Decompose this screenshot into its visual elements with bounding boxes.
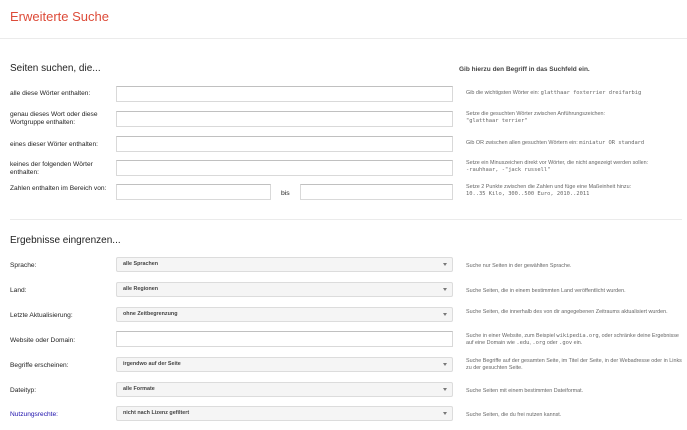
- language-select[interactable]: [116, 257, 453, 272]
- last-update-help: Suche Seiten, die innerhalb des von dir angegebenen Zeitraums aktualisiert wurden.: [466, 309, 668, 315]
- site-domain-help: Suche in einer Website, zum Beispiel wikipedia.org, oder schränke deine Ergebnisse auf eine Domain wie .edu, .org oder .gov ein.: [466, 333, 679, 346]
- terms-appear-label: Begriffe erscheinen:: [10, 362, 69, 369]
- exact-phrase-input[interactable]: [116, 111, 453, 127]
- chevron-down-icon: [443, 263, 447, 266]
- number-range-help: Setze 2 Punkte zwischen die Zahlen und füge eine Maßeinheit hinzu: 10..35 Kilo, 300..500 Euro, 2010..2011: [466, 184, 632, 197]
- any-words-label: eines dieser Wörter enthalten:: [10, 141, 98, 148]
- last-update-select[interactable]: [116, 307, 453, 322]
- file-type-help: Suche Seiten mit einem bestimmten Dateiformat.: [466, 388, 584, 394]
- region-select-value: alle Regionen: [123, 286, 159, 292]
- none-words-label: keines der folgenden Wörter enthalten:: [10, 161, 93, 176]
- region-label: Land:: [10, 287, 27, 294]
- usage-rights-select[interactable]: [116, 406, 453, 421]
- region-select[interactable]: [116, 282, 453, 297]
- region-help: Suche Seiten, die in einem bestimmten Land veröffentlicht wurden.: [466, 288, 626, 294]
- exact-phrase-label: genau dieses Wort oder diese Wortgruppe enthalten:: [10, 111, 98, 126]
- hint-heading: Gib hierzu den Begriff in das Suchfeld ein.: [459, 66, 590, 73]
- chevron-down-icon: [443, 412, 447, 415]
- narrow-section-title: Ergebnisse eingrenzen...: [10, 235, 121, 246]
- last-update-select-value: ohne Zeitbegrenzung: [123, 311, 178, 317]
- all-words-help: Gib die wichtigsten Wörter ein: glatthaar foxterrier dreifarbig: [466, 90, 642, 96]
- site-domain-label: Website oder Domain:: [10, 337, 76, 344]
- page-title: Erweiterte Suche: [10, 9, 109, 24]
- page-header: [0, 0, 687, 39]
- last-update-label: Letzte Aktualisierung:: [10, 312, 73, 319]
- language-label: Sprache:: [10, 262, 37, 269]
- range-to-input[interactable]: [300, 184, 453, 200]
- range-from-input[interactable]: [116, 184, 271, 200]
- any-words-help: Gib OR zwischen allen gesuchten Wörtern ein: miniatur OR standard: [466, 140, 645, 146]
- all-words-label: alle diese Wörter enthalten:: [10, 90, 91, 97]
- section-divider: [10, 219, 682, 220]
- chevron-down-icon: [443, 288, 447, 291]
- usage-rights-link[interactable]: Nutzungsrechte:: [10, 411, 59, 418]
- search-section-title: Seiten suchen, die...: [10, 63, 101, 74]
- file-type-label: Dateityp:: [10, 387, 37, 394]
- exact-phrase-help: Setze die gesuchten Wörter zwischen Anführungszeichen: "glatthaar terrier": [466, 111, 606, 124]
- chevron-down-icon: [443, 388, 447, 391]
- site-domain-input[interactable]: [116, 331, 453, 347]
- none-words-input[interactable]: [116, 160, 453, 176]
- terms-appear-select[interactable]: [116, 357, 453, 372]
- terms-appear-select-value: irgendwo auf der Seite: [123, 361, 181, 367]
- language-help: Suche nur Seiten in der gewählten Sprache.: [466, 263, 572, 269]
- language-select-value: alle Sprachen: [123, 261, 159, 267]
- file-type-select-value: alle Formate: [123, 386, 155, 392]
- chevron-down-icon: [443, 313, 447, 316]
- chevron-down-icon: [443, 363, 447, 366]
- usage-rights-help: Suche Seiten, die du frei nutzen kannst.: [466, 412, 562, 418]
- none-words-help: Setze ein Minuszeichen direkt vor Wörter, die nicht angezeigt werden sollen: -rauhhaar, -"jack russell": [466, 160, 649, 173]
- all-words-input[interactable]: [116, 86, 453, 102]
- range-between-label: bis: [281, 190, 290, 197]
- file-type-select[interactable]: [116, 382, 453, 397]
- terms-appear-help: Suche Begriffe auf der gesamten Seite, im Titel der Seite, in der Webadresse oder in Links zu der gesuchten Seite.: [466, 358, 682, 371]
- usage-rights-select-value: nicht nach Lizenz gefiltert: [123, 410, 190, 416]
- any-words-input[interactable]: [116, 136, 453, 152]
- number-range-label: Zahlen enthalten im Bereich von:: [10, 185, 107, 192]
